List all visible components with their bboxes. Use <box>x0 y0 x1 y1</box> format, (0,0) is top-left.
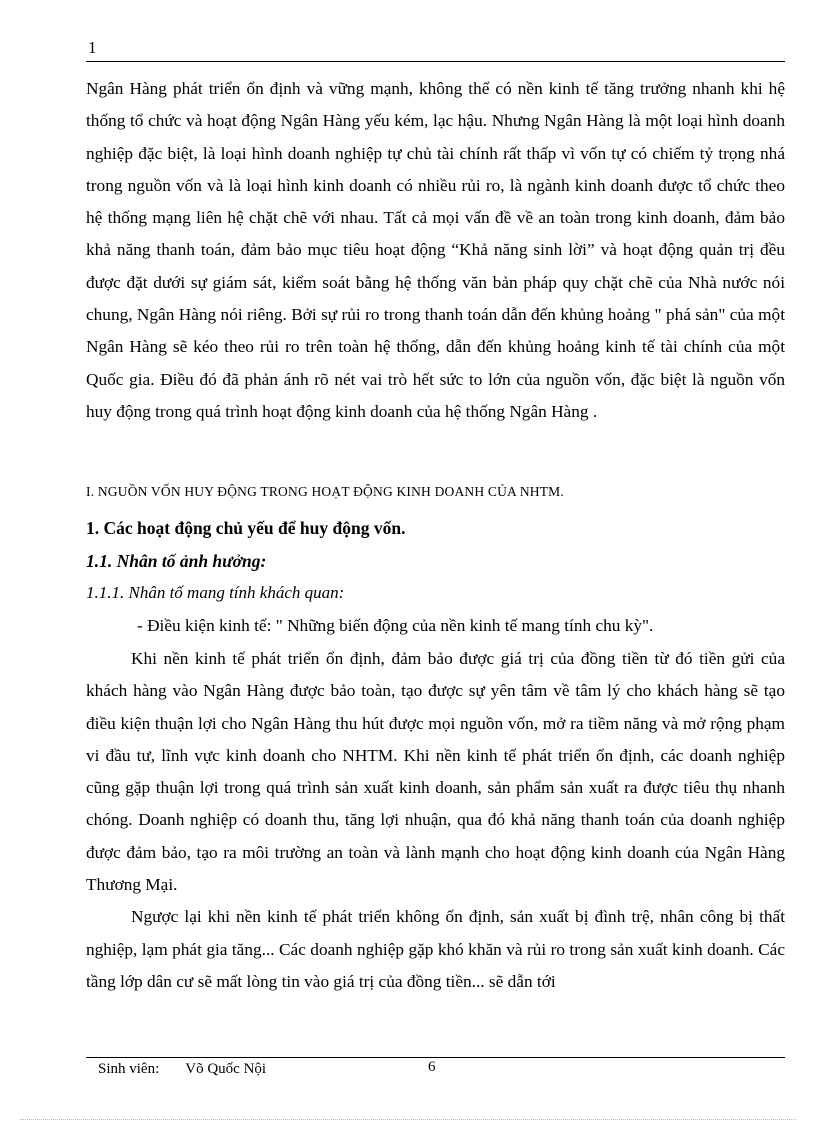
intro-text <box>86 73 785 428</box>
heading-level-1: 1. Các hoạt động chủ yếu để huy động vốn. <box>86 518 406 538</box>
heading-level-3: 1.1.1. Nhân tố mang tính khách quan: <box>86 583 345 602</box>
main-text <box>86 643 785 998</box>
page-bottom-border <box>20 1119 796 1120</box>
footer-divider <box>86 1057 785 1058</box>
footer-student-label: Sinh viên: <box>98 1061 160 1077</box>
header-number: 1 <box>88 38 97 57</box>
heading-level-2: 1.1. Nhân tố ảnh hưởng: <box>86 551 267 571</box>
paragraph-stable-economy: Khi nền kinh tế phát triển ổn định, đảm bảo được giá trị của đồng tiền từ đó tiền gửi của khách hàng vào Ngân Hàng được bảo toàn, tạo được sự yên tâm về tâm lý cho khách hàng sẽ tạo điều kiện thuận lợi cho Ngân Hàng thu hút được mọi nguồn vốn, mở ra tiềm năng và mở rộng phạm vi đầu tư, lĩnh vực kinh doanh cho NHTM. Khi nền kinh tế phát triển ổn định, các doanh nghiệp cũng gặp thuận lợi trong quá trình sản xuất kinh doanh, sản phẩm sản xuất ra được tiêu thụ nhanh chóng. Doanh nghiệp có doanh thu, tăng lợi nhuận, qua đó khả năng thanh toán của doanh nghiệp được đảm bảo, tạo ra môi trường an toàn và lành mạnh cho hoạt động kinh doanh của Ngân Hàng Thương Mại. <box>86 649 785 895</box>
footer-student <box>98 1061 266 1078</box>
paragraph-unstable-economy: Ngược lại khi nền kinh tế phát triển không ổn định, sản xuất bị đình trệ, nhân công bị thất nghiệp, lạm phát gia tăng... Các doanh nghiệp gặp khó khăn và rủi ro trong sản xuất kinh doanh. Các tầng lớp dân cư sẽ mất lòng tin vào giá trị của đồng tiền... sẽ dẫn tới <box>86 907 785 991</box>
bullet-economic-conditions: - Điều kiện kinh tế: " Những biến động của nền kinh tế mang tính chu kỳ". <box>137 616 654 635</box>
section-heading: I. NGUỒN VỐN HUY ĐỘNG TRONG HOẠT ĐỘNG KINH DOANH CỦA NHTM. <box>86 484 564 499</box>
footer-page-number: 6 <box>428 1059 436 1075</box>
intro-paragraph: Ngân Hàng phát triển ổn định và vững mạnh, không thể có nền kinh tế tăng trưởng nhanh khi hệ thống tổ chức và hoạt động Ngân Hàng yếu kém, lạc hậu. Nhưng Ngân Hàng là một loại hình doanh nghiệp đặc biệt, là loại hình doanh nghiệp tự chủ tài chính rất thấp vì vốn tự có chiếm tỷ trọng nhá trong nguồn vốn và là loại hình kinh doanh có nhiều rủi ro, là ngành kinh doanh được tổ chức theo hệ thống mạng liên hệ chặt chẽ với nhau. Tất cả mọi vấn đề về an toàn trong kinh doanh, đảm bảo khả năng thanh toán, đảm bảo mục tiêu hoạt động “Khả năng sinh lời” và hoạt động quản trị đều được đặt dưới sự giám sát, kiểm soát bằng hệ thống văn bản pháp quy chặt chẽ của Nhà nước nói chung, Ngân Hàng nói riêng. Bởi sự rủi ro trong thanh toán dẫn đến khủng hoảng " phá sản" của một Ngân Hàng sẽ kéo theo rủi ro trên toàn hệ thống, dẫn đến khủng hoảng kinh tế tài chính của một Quốc gia. Điều đó đã phản ánh rõ nét vai trò hết sức to lớn của nguồn vốn, đặc biệt là nguồn vốn huy động trong quá trình hoạt động kinh doanh của hệ thống Ngân Hàng . <box>86 79 785 421</box>
header-divider <box>86 61 785 62</box>
footer-student-name: Võ Quốc Nội <box>185 1061 267 1077</box>
